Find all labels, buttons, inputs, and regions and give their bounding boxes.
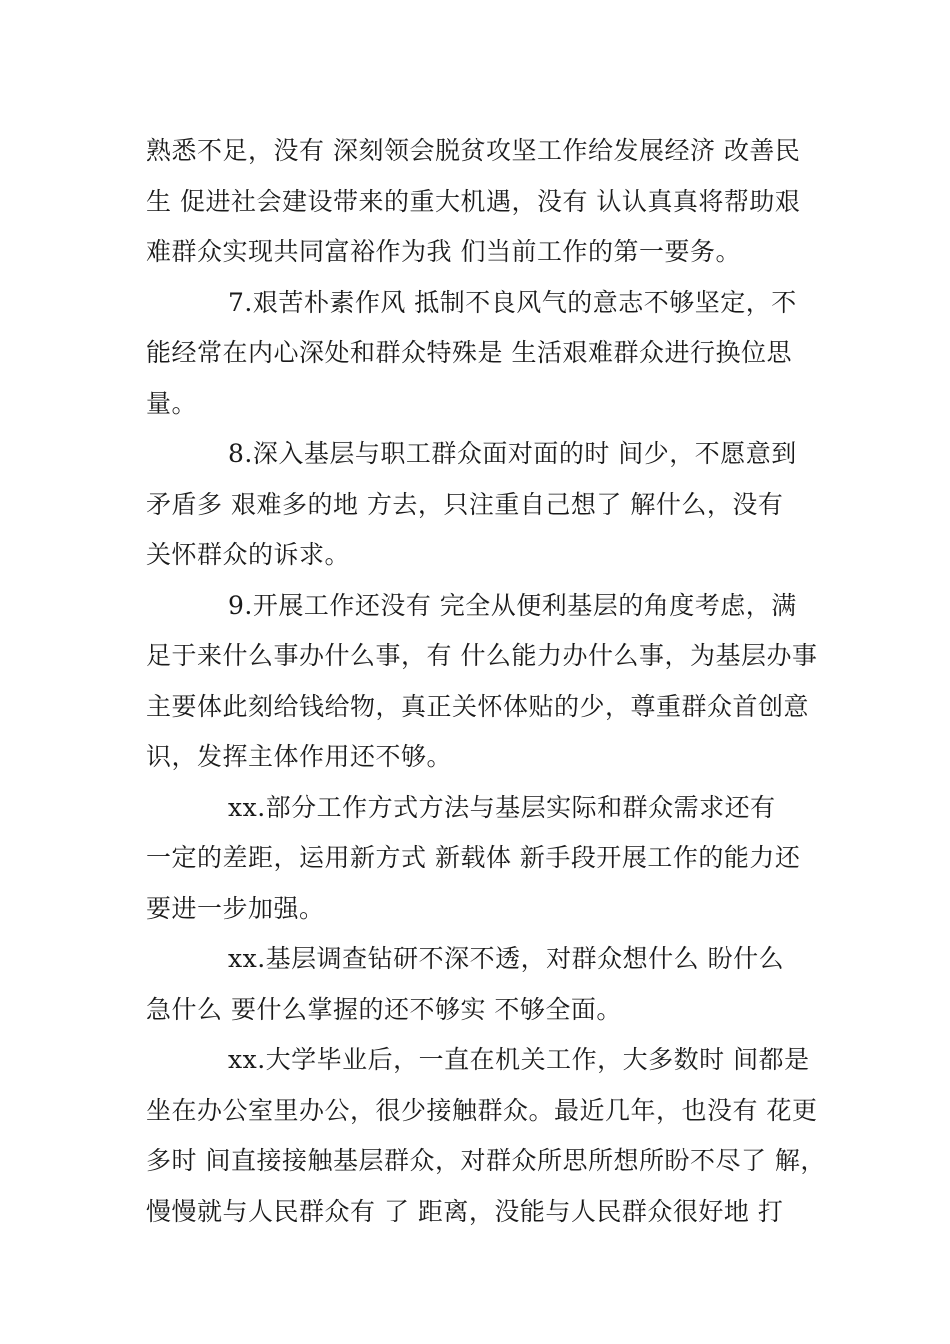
- text-line: 要进一步加强。: [146, 893, 325, 923]
- paragraph-p-xx1: [146, 783, 814, 935]
- text-line: 能经常在内心深处和群众特殊是 生活艰难群众进行换位思: [146, 338, 792, 367]
- text-line: 难群众实现共同富裕作为我 们当前工作的第一要务。: [146, 237, 741, 266]
- text-line: xx.部分工作方式方法与基层实际和群众需求还有: [228, 792, 776, 822]
- paragraph-p-xx3: [146, 1035, 826, 1237]
- text-line: 识，发挥主体作用还不够。: [146, 742, 453, 771]
- paragraph-p-7: [146, 278, 814, 430]
- text-line: 一定的差距，运用新方式 新载体 新手段开展工作的能力还: [146, 843, 801, 872]
- text-line: 慢慢就与人民群众有 了 距离，没能与人民群众很好地 打: [146, 1196, 784, 1226]
- text-line: 量。: [146, 388, 198, 418]
- text-line: 多时 间直接接触基层群众，对群众所思所想所盼不尽了 解，: [146, 1146, 826, 1175]
- document-body: [146, 126, 826, 1237]
- text-line: xx.基层调查钻研不深不透，对群众想什么 盼什么: [228, 944, 785, 973]
- text-line: 7.艰苦朴素作风 抵制不良风气的意志不够坚定，不: [228, 287, 797, 317]
- text-line: 坐在办公室里办公，很少接触群众。最近几年，也没有 花更: [146, 1095, 818, 1125]
- text-line: 9.开展工作还没有 完全从便利基层的角度考虑，满: [228, 590, 797, 620]
- text-line: 急什么 要什么掌握的还不够实 不够全面。: [146, 994, 622, 1024]
- paragraph-p-9: [146, 581, 818, 783]
- text-line: 关怀群众的诉求。: [146, 540, 351, 569]
- paragraph-p-8: [146, 429, 814, 581]
- text-line: 8.深入基层与职工群众面对面的时 间少，不愿意到: [228, 439, 797, 468]
- text-line: 生 促进社会建设带来的重大机遇，没有 认认真真将帮助艰: [146, 186, 801, 216]
- paragraph-p-xx2: [146, 934, 814, 1035]
- text-line: 主要体此刻给钱给物，真正关怀体贴的少，尊重群众首创意: [146, 691, 810, 721]
- paragraph-p-intro: [146, 126, 814, 278]
- text-line: 矛盾多 艰难多的地 方去，只注重自己想了 解什么，没有: [146, 489, 784, 519]
- text-line: 熟悉不足，没有 深刻领会脱贫攻坚工作给发展经济 改善民: [146, 136, 801, 165]
- text-line: xx.大学毕业后，一直在机关工作，大多数时 间都是: [228, 1045, 810, 1074]
- text-line: 足于来什么事办什么事，有 什么能力办什么事，为基层办事: [146, 641, 818, 670]
